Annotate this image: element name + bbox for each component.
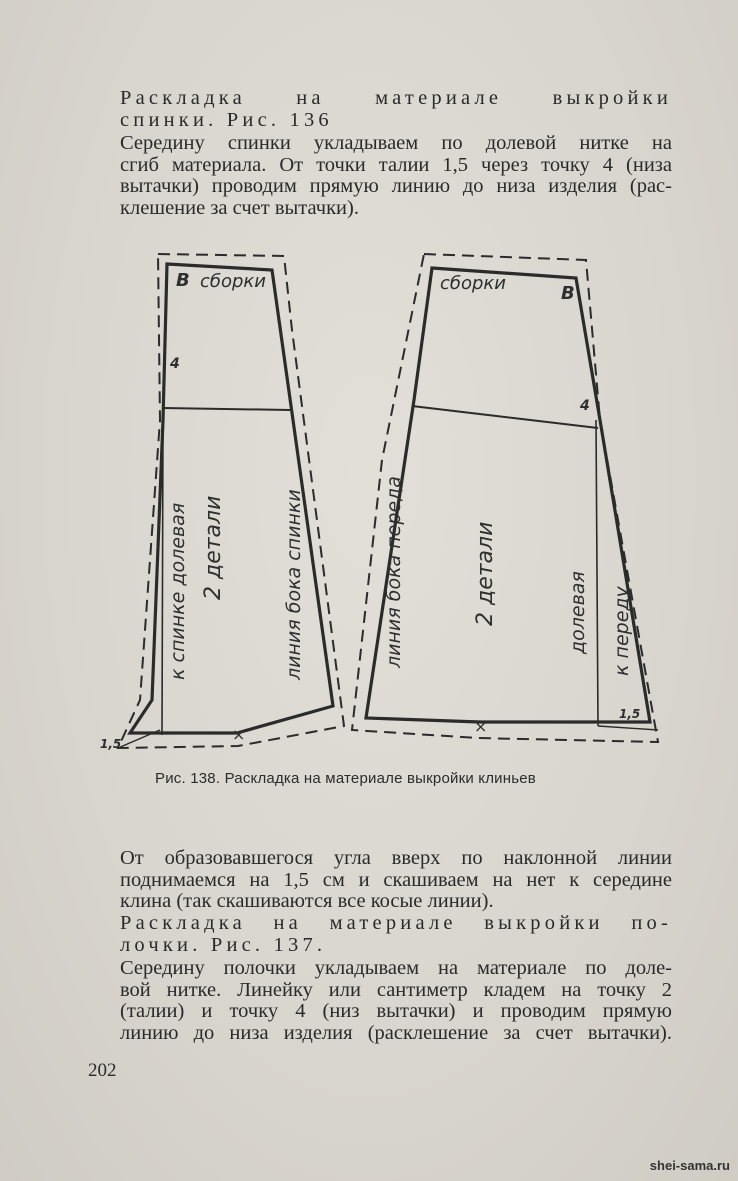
p1-line-4: клешение за счет вытачки). <box>120 196 359 219</box>
right-piece-grain-line <box>596 420 598 726</box>
right-label-x: × <box>474 717 488 736</box>
right-label-grain: долевая <box>567 571 589 654</box>
right-label-b: В <box>561 283 575 304</box>
heading-1-line-2: спинки. Рис. 136 <box>120 108 333 131</box>
right-label-sborki: сборки <box>440 273 507 294</box>
figure-caption: Рис. 138. Раскладка на материале выкройки клиньев <box>155 770 536 787</box>
p3-line-2: вой нитке. Линейку или сантиметр кладем на точку 2 <box>120 978 672 1001</box>
left-piece-grain-line <box>162 420 163 735</box>
left-label-count: 2 детали <box>201 495 226 600</box>
p2-line-3: клина (так скашиваются все косые линии). <box>120 890 494 912</box>
p1-line-2: сгиб материала. От точки талии 1,5 через точку 4 (низа <box>120 153 672 176</box>
right-label-side: линия бока переда <box>383 476 405 668</box>
p1-line-3: вытачки) проводим прямую линию до низа изделия (рас- <box>120 175 672 197</box>
paragraph-3 <box>120 913 672 1044</box>
left-piece-yoke-line <box>163 408 290 410</box>
p1-line-1: Середину спинки укладываем по долевой нитке на <box>120 132 672 154</box>
right-piece-yoke-line <box>412 406 598 428</box>
p3-line-3: (талии) и точку 4 (низ вытачки) и проводим прямую <box>120 1000 672 1022</box>
page-number: 202 <box>88 1060 117 1081</box>
left-label-grain: к спинке долевая <box>167 502 189 680</box>
site-watermark: shei-sama.ru <box>649 1158 730 1173</box>
left-label-x: × <box>232 725 246 744</box>
heading-3-line-1: Раскладка на материале выкройки по- <box>120 912 672 934</box>
right-label-front: к переду <box>611 586 633 676</box>
p3-line-1: Середину полочки укладываем на материале по доле- <box>120 957 672 979</box>
p2-line-1: От образовавшегося угла вверх по наклонной линии <box>120 847 672 869</box>
p3-line-4: линию до низа изделия (расклешение за счет вытачки). <box>120 1021 672 1044</box>
right-label-count: 2 детали <box>473 521 498 626</box>
right-label-4: 4 <box>580 398 590 414</box>
left-label-b: В <box>176 270 190 291</box>
paragraph-2 <box>120 848 672 913</box>
heading-3-line-2: лочки. Рис. 137. <box>120 933 327 956</box>
left-label-side: линия бока спинки <box>283 489 305 680</box>
left-label-4: 4 <box>170 356 180 372</box>
heading-1-line-1: Раскладка на материале выкройки <box>120 87 672 109</box>
p2-line-2: поднимаемся на 1,5 см и скашиваем на нет к середине <box>120 868 672 891</box>
left-label-sborki: сборки <box>200 271 267 292</box>
right-piece-corner-line <box>598 726 658 730</box>
right-piece-outline <box>366 268 650 722</box>
right-label-15: 1,5 <box>619 707 641 721</box>
left-label-15: 1,5 <box>100 737 122 751</box>
